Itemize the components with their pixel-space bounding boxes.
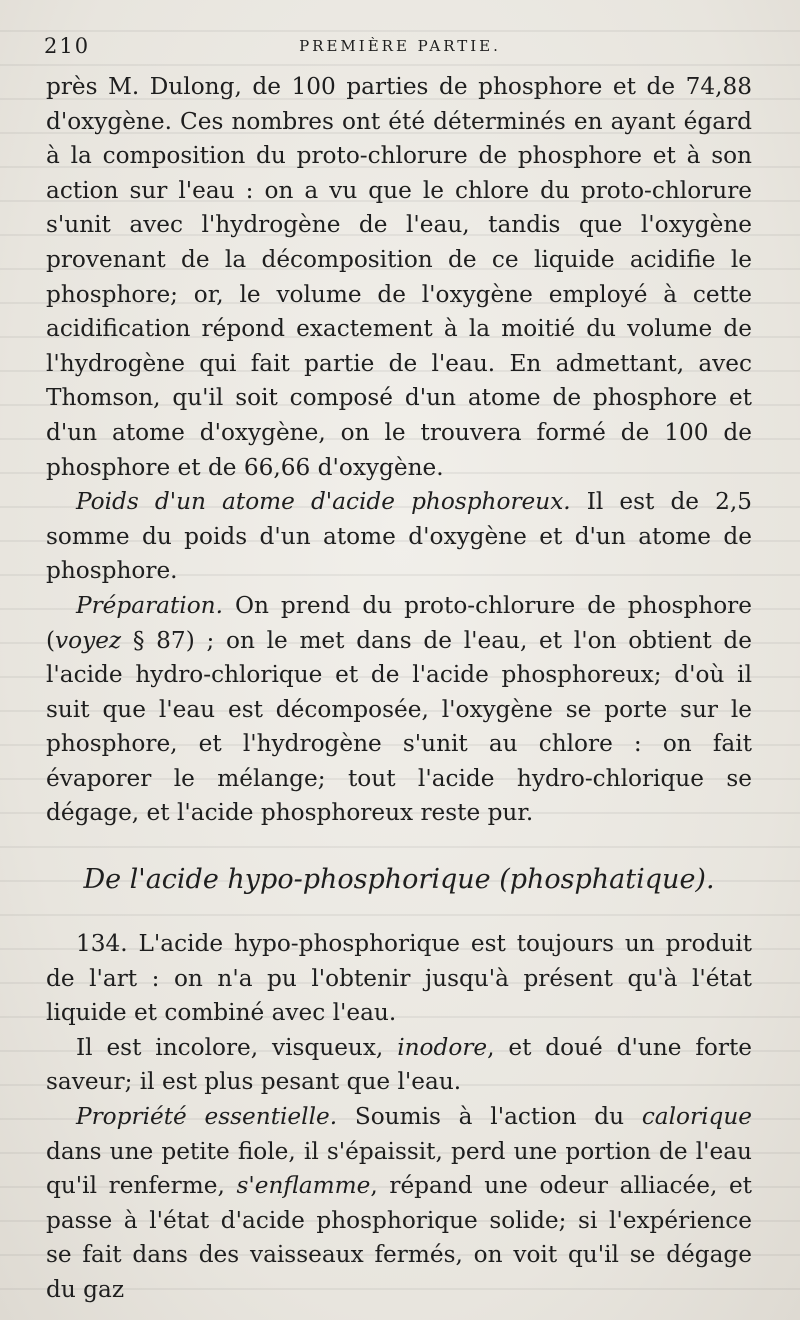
calorique-italic: calorique — [641, 1103, 752, 1131]
paragraph-5-text-b: , et doué d'une forte saveur; il est plus pesant que l'eau. — [46, 1033, 752, 1096]
paragraph-6-text-a: Soumis à l'action du — [337, 1103, 642, 1131]
enflamme-italic: s'enflamme — [236, 1172, 371, 1200]
running-title: PREMIÈRE PARTIE. — [299, 37, 501, 55]
paragraph-3-text-b: § 87) ; on le met dans de l'eau, et l'on obtient de l'acide hydro-chlorique et de l'acide phosphoreux; d'où il suit que l'eau est décomposée, l'oxygène se porte sur le phosphore, et l'hydrogène s'unit au chlore : on fait évaporer le mélange; tout l'acide hydro-chlorique se dégage, et l'acide phosphoreux reste pur. — [46, 626, 752, 827]
paragraph-3 — [46, 589, 752, 831]
paragraph-6 — [46, 1100, 752, 1308]
page-header — [44, 34, 756, 58]
paragraph-2-text: Il est de 2,5 somme du poids d'un atome d'oxygène et d'un atome de phosphore. — [46, 488, 752, 585]
paragraph-6-text-c: , répand une odeur alliacée, et passe à l'état d'acide phosphorique solide; si l'expérience se fait dans des vaisseaux fermés, on voit qu'il se dégage du gaz — [46, 1172, 752, 1303]
voyez-italic: voyez — [55, 626, 122, 654]
paragraph-6-label: Propriété essentielle. — [76, 1103, 338, 1131]
paragraph-3-label: Préparation. — [76, 591, 223, 619]
paragraph-5-text-a: Il est incolore, visqueux, — [76, 1033, 398, 1061]
paragraph-6-text-b: dans une petite fiole, il s'épaissit, perd une portion de l'eau qu'il renferme, — [46, 1137, 752, 1200]
paragraph-3-text-a: On prend du proto-chlorure de phosphore ( — [46, 591, 752, 654]
paragraph-4: 134. L'acide hypo-phosphorique est toujours un produit de l'art : on n'a pu l'obtenir jusqu'à présent qu'à l'état liquide et combiné avec l'eau. — [46, 930, 752, 1027]
page-body — [46, 70, 752, 1308]
paragraph-2-label: Poids d'un atome d'acide phosphoreux. — [76, 488, 571, 516]
paragraph-5 — [46, 1031, 752, 1100]
paragraph-1: près M. Dulong, de 100 parties de phosphore et de 74,88 d'oxygène. Ces nombres ont été déterminés en ayant égard à la composition du proto-chlorure de phosphore et à son action sur l'eau : on a vu que le chlore du proto-chlorure s'unit avec l'hydrogène de l'eau, tandis que l'oxygène provenant de la décomposition de ce liquide acidifie le phosphore; or, le volume de l'oxygène employé à cette acidification répond exactement à la moitié du volume de l'hydrogène qui fait partie de l'eau. En admettant, avec Thomson, qu'il soit composé d'un atome de phosphore et d'un atome d'oxygène, on le trouvera formé de 100 de phosphore et de 66,66 d'oxygène. — [46, 73, 752, 481]
inodore-italic: inodore — [397, 1033, 488, 1061]
page-number: 210 — [44, 34, 91, 58]
paragraph-2 — [46, 485, 752, 589]
section-heading: De l'acide hypo-phosphorique (phosphatique). — [83, 864, 715, 896]
